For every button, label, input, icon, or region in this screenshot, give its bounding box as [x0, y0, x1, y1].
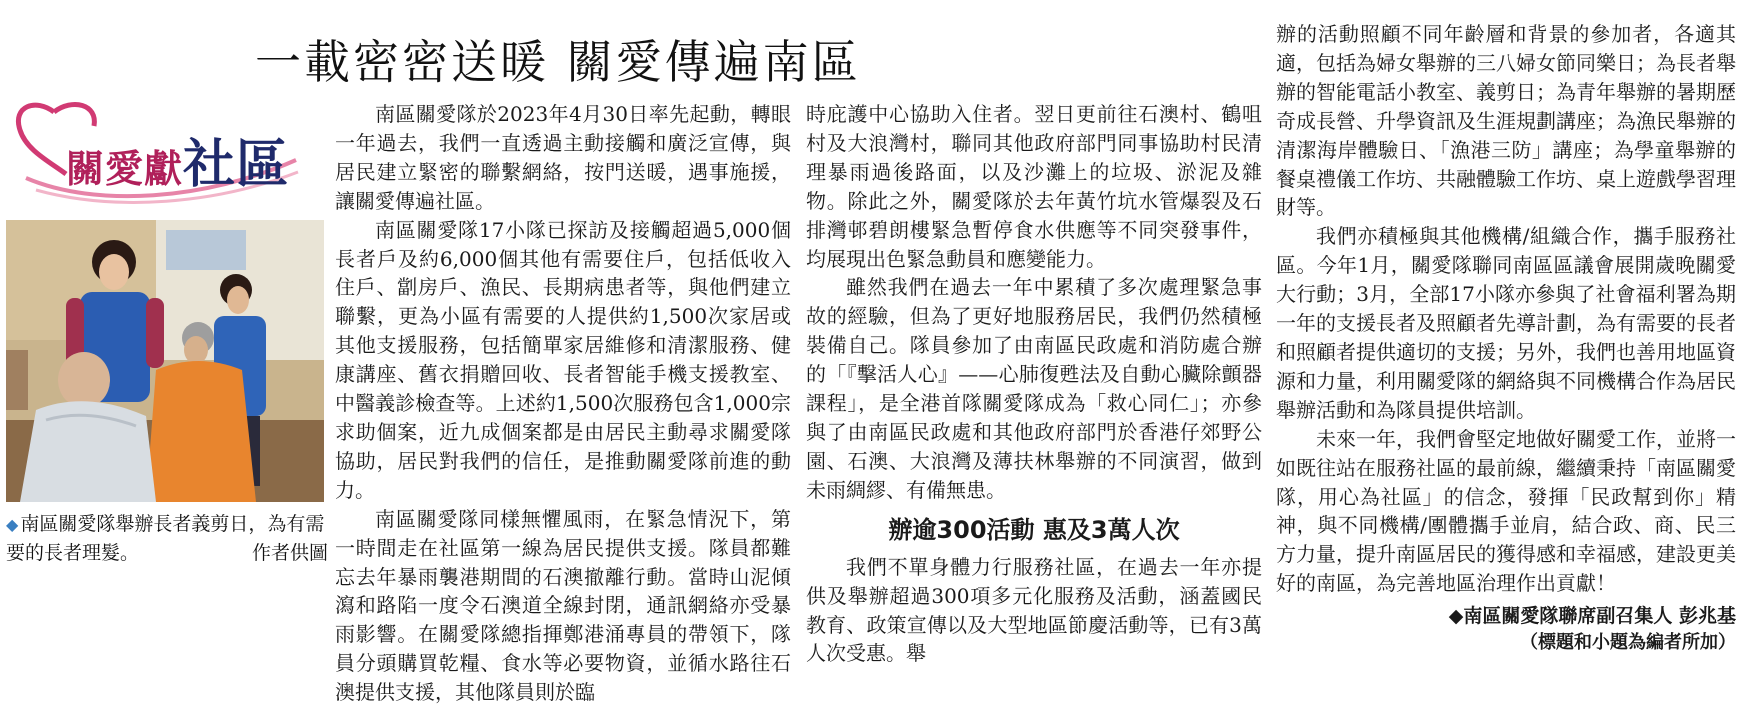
article-column-1 [335, 100, 791, 707]
paragraph: 時庇護中心協助入住者。翌日更前往石澳村、鶴咀村及大浪灣村，聯同其他政府部門同事協助村民清理暴雨過後路面，以及沙灘上的垃圾、淤泥及雜物。除此之外，關愛隊於去年黃竹坑水管爆裂及石排灣邨碧朗樓緊急暫停食水供應等不同突發事件，均展現出色緊急動員和應變能力。 [806, 102, 1262, 271]
photo-credit: 作者供圖 [251, 542, 328, 564]
author-byline: ◆南區關愛隊聯席副召集人 彭兆基 [1448, 605, 1736, 628]
diamond-bullet-icon: ◆ [6, 515, 19, 534]
article-photo [6, 220, 324, 502]
paragraph: 南區關愛隊同樣無懼風雨，在緊急情況下，第一時間走在社區第一線為居民提供支援。隊員都難忘去年暴雨襲港期間的石澳撤離行動。當時山泥傾瀉和路陷一度令石澳道全線封閉，通訊網絡亦受暴雨影響。在關愛隊總指揮鄭港涌專員的帶領下，隊員分頭購買乾糧、食水等必要物資，並循水路往石澳提供支援，其他隊員則於臨 [335, 506, 791, 705]
subheading: 辦逾300活動 惠及3萬人次 [888, 515, 1180, 544]
page-title: 一載密密送暖 關愛傳遍南區 [255, 35, 861, 89]
haircut-photo-illustration [6, 220, 324, 502]
article-column-2 [806, 100, 1262, 668]
logo-text-main: 關愛獻 [66, 147, 184, 191]
paragraph: 未來一年，我們會堅定地做好關愛工作，並將一如既往站在服務社區的最前線，繼續秉持「南區關愛隊，用心為社區」的信念，發揮「民政幫到你」精神，與不同機構/團體攜手並肩，結合政、商、民三方力量，提升南區居民的獲得感和幸福感，建設更美好的南區，為完善地區治理作出貢獻！ [1276, 426, 1736, 596]
paragraph: 我們亦積極與其他機構/組織合作，攜手服務社區。今年1月，關愛隊聯同南區區議會展開歲晚關愛大行動；3月，全部17小隊亦參與了社會福利署為期一年的支援長者及照顧者先導計劃，為有需要的長者和照顧者提供適切的支援；另外，我們也善用地區資源和力量，利用關愛隊的網絡與不同機構合作為居民舉辦活動和為隊員提供培訓。 [1276, 224, 1736, 422]
paragraph: 南區關愛隊於2023年4月30日率先起動，轉眼一年過去，我們一直透過主動接觸和廣泛宣傳，與居民建立緊密的聯繫網絡，按門送暖，遇事施援，讓關愛傳遍社區。 [335, 102, 791, 213]
logo-text-big: 社區 [183, 134, 290, 195]
paragraph: 辦的活動照顧不同年齡層和背景的參加者，各適其適，包括為婦女舉辦的三八婦女節同樂日；為長者舉辦的智能電話小教室、義剪日；為青年舉辦的暑期歷奇成長營、升學資訊及生涯規劃講座；為漁民舉辦的清潔海岸體驗日、「漁港三防」講座；為學童舉辦的餐桌禮儀工作坊、共融體驗工作坊、桌上遊戲學習理財等。 [1276, 22, 1736, 220]
paragraph: 南區關愛隊17小隊已探訪及接觸超過5,000個長者戶及約6,000個其他有需要住戶，包括低收入住戶、劏房戶、漁民、長期病患者等，與他們建立聯繫，更為小區有需要的人提供約1,500次家居或其他支援服務，包括簡單家居維修和清潔服務、健康講座、舊衣捐贈回收、長者智能手機支援教室、中醫義診檢查等。上述約1,500次服務包含1,000宗求助個案，近九成個案都是由居民主動尋求關愛隊協助，居民對我們的信任，是推動關愛隊前進的動力。 [335, 217, 791, 502]
photo-caption [6, 510, 328, 567]
paragraph: 我們不單身體力行服務社區，在過去一年亦提供及舉辦超過300項多元化服務及活動，涵蓋國民教育、政策宣傳以及大型地區節慶活動等，已有3萬人次受惠。舉 [806, 554, 1262, 666]
column-logo-text [66, 122, 289, 197]
photo-caption-text: 南區關愛隊舉辦長者義剪日，為有需要的長者理髮。 [6, 513, 325, 564]
article-column-3 [1276, 20, 1736, 656]
column-logo [6, 100, 306, 210]
paragraph: 雖然我們在過去一年中累積了多次處理緊急事故的經驗，但為了更好地服務居民，我們仍然積極裝備自己。隊員參加了由南區民政處和消防處合辦的「『擊活人心』——心肺復甦法及自動心臟除顫器課程」，是全港首隊關愛隊成為「救心同仁」；亦參與了由南區民政處和其他政府部門於香港仔郊野公園、石澳、大浪灣及薄扶林舉辦的不同演習，做到未雨綢繆、有備無患。 [806, 275, 1262, 502]
editor-note: （標題和小題為編者所加） [1520, 632, 1736, 654]
